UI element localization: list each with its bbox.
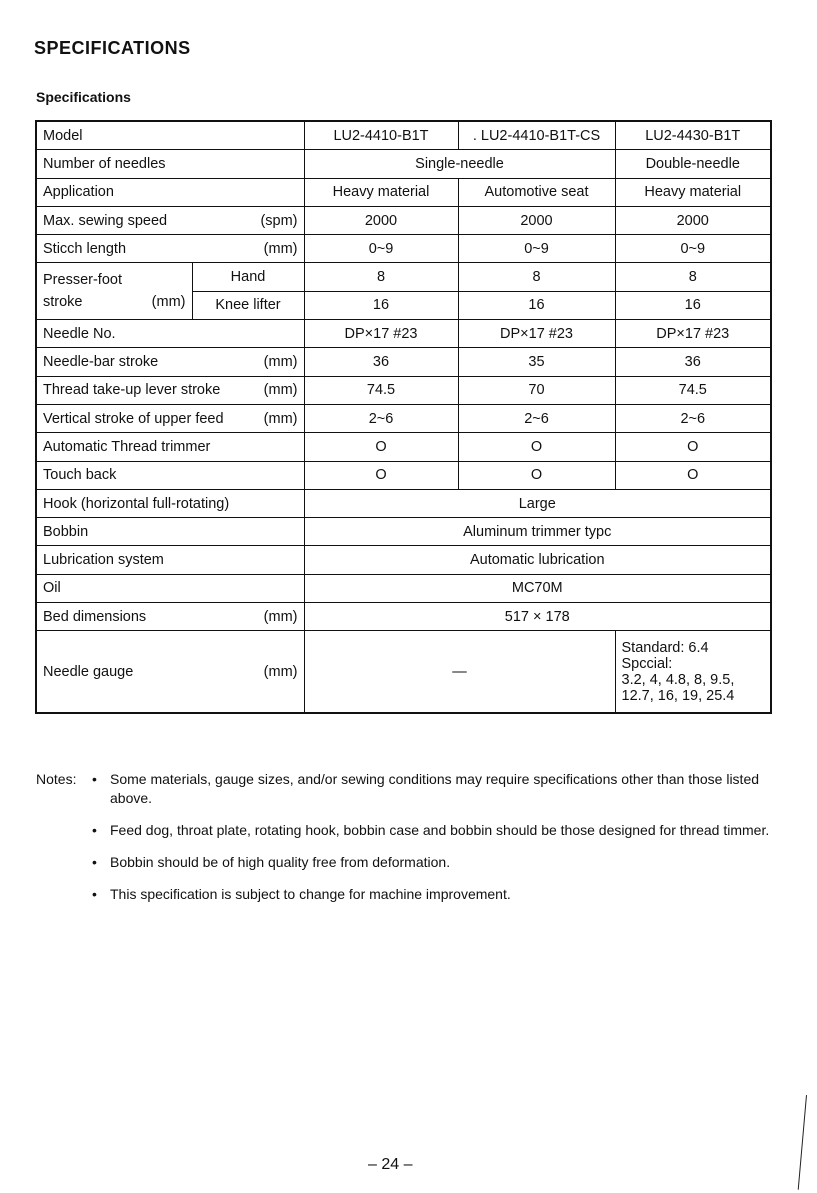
table-cell: O bbox=[615, 433, 771, 461]
table-row bbox=[36, 178, 771, 206]
table-cell: 2~6 bbox=[304, 404, 458, 432]
table-cell: 2~6 bbox=[458, 404, 615, 432]
table-cell: O bbox=[304, 433, 458, 461]
table-cell: 8 bbox=[304, 263, 458, 291]
table-cell: Double-needle bbox=[615, 150, 771, 178]
row-label: Bobbin bbox=[36, 518, 304, 546]
table-cell: 16 bbox=[615, 291, 771, 319]
table-cell: O bbox=[615, 461, 771, 489]
table-cell: 8 bbox=[615, 263, 771, 291]
model-header: LU2-4410-B1T bbox=[304, 121, 458, 150]
table-cell: Heavy material bbox=[615, 178, 771, 206]
label-text: Max. sewing speed bbox=[43, 212, 168, 229]
table-cell: 0~9 bbox=[615, 235, 771, 263]
row-label: Lubrication system bbox=[36, 546, 304, 574]
row-label bbox=[36, 348, 304, 376]
table-row bbox=[36, 631, 771, 713]
notes-section bbox=[36, 770, 776, 917]
table-row bbox=[36, 376, 771, 404]
table-cell: Automatic lubrication bbox=[304, 546, 771, 574]
label-text: stroke bbox=[43, 294, 83, 311]
label-text: Bed dimensions bbox=[43, 608, 147, 625]
table-row bbox=[36, 121, 771, 150]
table-cell: 74.5 bbox=[304, 376, 458, 404]
table-cell: Single-needle bbox=[304, 150, 615, 178]
table-cell: 8 bbox=[458, 263, 615, 291]
row-label: Number of needles bbox=[36, 150, 304, 178]
row-label bbox=[36, 376, 304, 404]
table-cell: Heavy material bbox=[304, 178, 458, 206]
label-text: Needle gauge bbox=[43, 663, 134, 680]
row-label bbox=[36, 404, 304, 432]
table-cell: Aluminum trimmer typc bbox=[304, 518, 771, 546]
page-title: SPECIFICATIONS bbox=[34, 38, 191, 58]
row-label: Application bbox=[36, 178, 304, 206]
row-label bbox=[36, 206, 304, 234]
note-text: Feed dog, throat plate, rotating hook, bobbin case and bobbin should be those designed for thread timmer. bbox=[110, 822, 770, 838]
table-cell: Automotive seat bbox=[458, 178, 615, 206]
note-text: Some materials, gauge sizes, and/or sewing conditions may require specifications other than those listed above. bbox=[110, 771, 760, 806]
table-cell: 2000 bbox=[615, 206, 771, 234]
table-row bbox=[36, 461, 771, 489]
row-label bbox=[36, 603, 304, 631]
table-cell: 2000 bbox=[458, 206, 615, 234]
page-number: – 24 – bbox=[368, 1156, 413, 1173]
sub-label: Knee lifter bbox=[192, 291, 304, 319]
row-label bbox=[36, 631, 304, 713]
list-item bbox=[92, 885, 776, 904]
list-item bbox=[92, 770, 776, 808]
label-text: Needle-bar stroke bbox=[43, 354, 159, 371]
note-text: Bobbin should be of high quality free from deformation. bbox=[110, 854, 451, 870]
label-text: Vertical stroke of upper feed bbox=[43, 410, 224, 427]
needle-gauge-values bbox=[615, 631, 771, 713]
table-cell: 36 bbox=[304, 348, 458, 376]
table-row bbox=[36, 320, 771, 348]
table-cell: DP×17 #23 bbox=[304, 320, 458, 348]
table-cell: O bbox=[458, 461, 615, 489]
margin-mark bbox=[798, 1095, 807, 1190]
table-cell: — bbox=[304, 631, 615, 713]
gauge-line: 3.2, 4, 4.8, 8, 9.5, bbox=[621, 671, 735, 688]
table-cell: DP×17 #23 bbox=[615, 320, 771, 348]
gauge-line: Standard: 6.4 bbox=[621, 639, 709, 656]
table-row bbox=[36, 235, 771, 263]
table-cell: DP×17 #23 bbox=[458, 320, 615, 348]
sub-label: Hand bbox=[192, 263, 304, 291]
row-label: Oil bbox=[36, 574, 304, 602]
presser-foot-label bbox=[36, 263, 192, 320]
row-label: Model bbox=[36, 121, 304, 150]
bullet-icon: • bbox=[92, 822, 97, 838]
table-cell: O bbox=[458, 433, 615, 461]
unit-text: (mm) bbox=[151, 294, 186, 311]
table-cell: 16 bbox=[458, 291, 615, 319]
label-text: Thread take-up lever stroke bbox=[43, 382, 221, 399]
table-row bbox=[36, 206, 771, 234]
table-row bbox=[36, 348, 771, 376]
unit-text: (mm) bbox=[263, 240, 298, 257]
table-cell: 0~9 bbox=[304, 235, 458, 263]
table-row bbox=[36, 489, 771, 517]
table-cell: 517 × 178 bbox=[304, 603, 771, 631]
table-cell: MC70M bbox=[304, 574, 771, 602]
table-cell: 36 bbox=[615, 348, 771, 376]
unit-text: (mm) bbox=[263, 608, 298, 625]
notes-label: Notes: bbox=[36, 771, 77, 787]
gauge-line: Spccial: bbox=[621, 655, 673, 672]
label-text: Presser-foot bbox=[43, 272, 122, 289]
table-cell: 16 bbox=[304, 291, 458, 319]
note-text: This specification is subject to change for machine improvement. bbox=[110, 886, 511, 902]
table-row bbox=[36, 433, 771, 461]
bullet-icon: • bbox=[92, 771, 97, 787]
table-row bbox=[36, 404, 771, 432]
list-item bbox=[92, 853, 776, 872]
table-cell: 2~6 bbox=[615, 404, 771, 432]
table-row bbox=[36, 263, 771, 291]
unit-text: (mm) bbox=[263, 354, 298, 371]
row-label: Hook (horizontal full-rotating) bbox=[36, 489, 304, 517]
table-row bbox=[36, 150, 771, 178]
unit-text: (mm) bbox=[263, 382, 298, 399]
unit-text: (spm) bbox=[260, 212, 298, 229]
table-cell: 2000 bbox=[304, 206, 458, 234]
label-text: Sticch length bbox=[43, 240, 127, 257]
table-cell: Large bbox=[304, 489, 771, 517]
table-row bbox=[36, 603, 771, 631]
table-cell: 35 bbox=[458, 348, 615, 376]
bullet-icon: • bbox=[92, 886, 97, 902]
notes-list bbox=[36, 770, 776, 904]
gauge-line: 12.7, 16, 19, 25.4 bbox=[621, 687, 735, 704]
table-row bbox=[36, 546, 771, 574]
table-row bbox=[36, 518, 771, 546]
section-subtitle: Specifications bbox=[36, 89, 131, 105]
row-label bbox=[36, 235, 304, 263]
model-header: LU2-4430-B1T bbox=[615, 121, 771, 150]
table-row bbox=[36, 574, 771, 602]
model-header: . LU2-4410-B1T-CS bbox=[458, 121, 615, 150]
table-cell: 70 bbox=[458, 376, 615, 404]
unit-text: (mm) bbox=[263, 410, 298, 427]
row-label: Touch back bbox=[36, 461, 304, 489]
table-cell: O bbox=[304, 461, 458, 489]
row-label: Automatic Thread trimmer bbox=[36, 433, 304, 461]
row-label: Needle No. bbox=[36, 320, 304, 348]
unit-text: (mm) bbox=[263, 663, 298, 680]
table-cell: 0~9 bbox=[458, 235, 615, 263]
list-item bbox=[92, 821, 776, 840]
table-cell: 74.5 bbox=[615, 376, 771, 404]
specifications-table bbox=[35, 120, 772, 714]
bullet-icon: • bbox=[92, 854, 97, 870]
